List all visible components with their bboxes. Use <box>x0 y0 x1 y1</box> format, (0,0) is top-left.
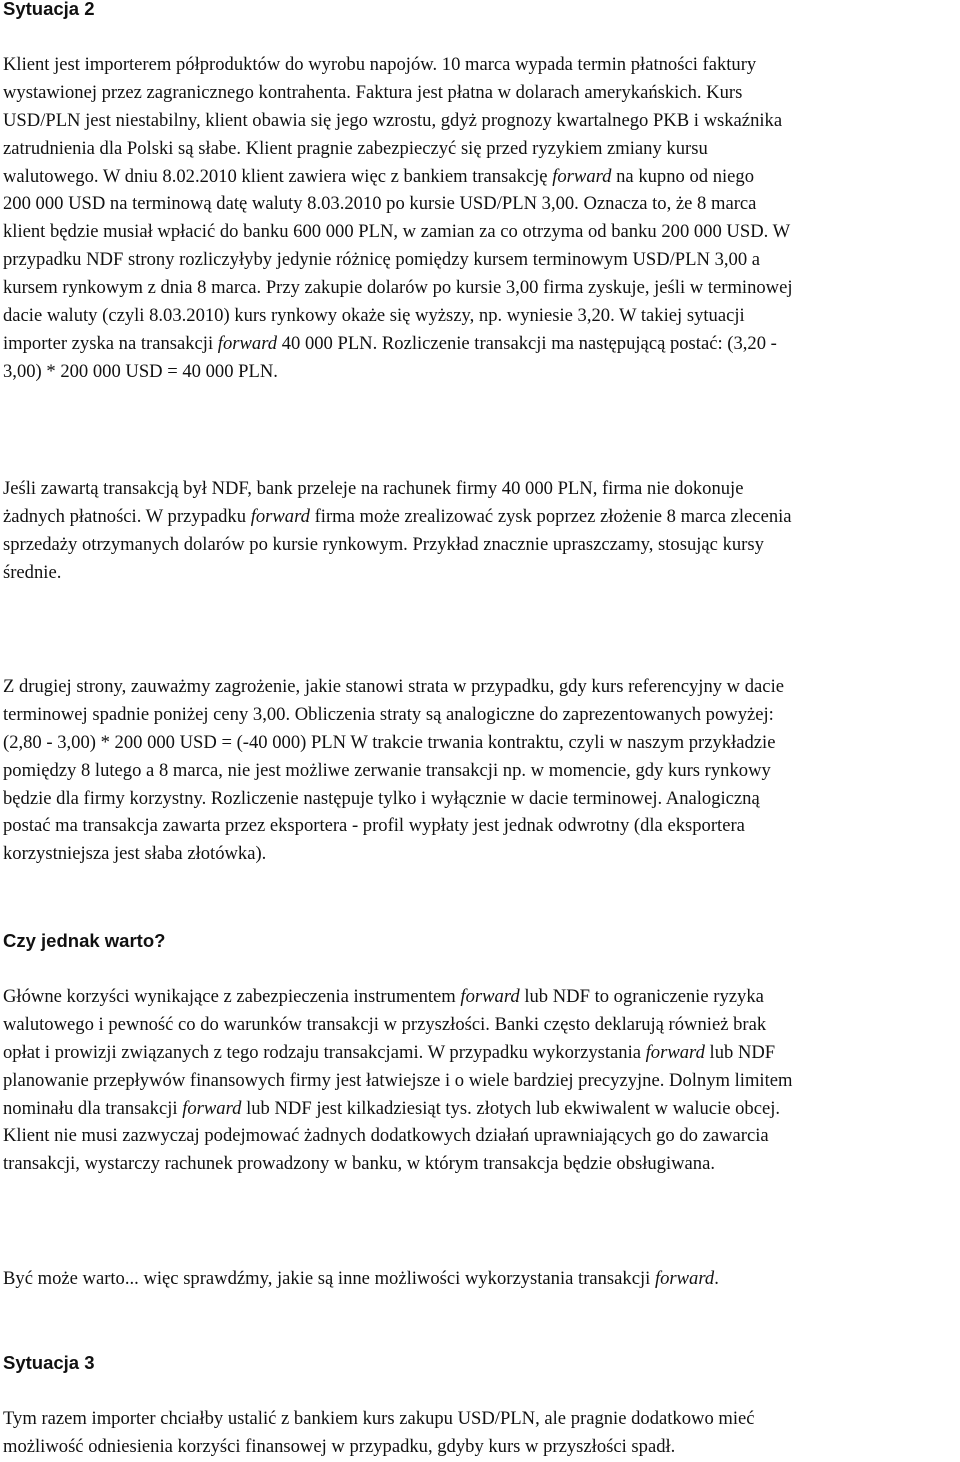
paragraph <box>3 983 955 1178</box>
text-run: lub NDF <box>704 1041 776 1063</box>
text-line <box>3 107 955 135</box>
section-heading-sytuacja-2 <box>3 0 955 21</box>
section-heading-sytuacja-3 <box>3 1351 955 1375</box>
text-line <box>3 1011 955 1039</box>
text-line <box>3 163 955 191</box>
heading-text: Sytuacja 3 <box>3 1352 95 1373</box>
text-run: 3,00) * 200 000 USD = 40 000 PLN. <box>3 360 278 382</box>
heading-text: Sytuacja 2 <box>3 0 95 19</box>
text-run: walutowego. W dniu 8.02.2010 klient zawiera więc z bankiem transakcję <box>3 165 553 187</box>
text-run: Jeśli zawartą transakcją był NDF, bank przeleje na rachunek firmy 40 000 PLN, firma nie dokonuje <box>3 478 744 499</box>
text-line <box>3 135 955 163</box>
text-run: zatrudnienia dla Polski są słabe. Klient pragnie zabezpieczyć się przed ryzykiem zmiany kursu <box>3 137 708 159</box>
text-run: lub NDF to ograniczenie ryzyka <box>519 986 764 1007</box>
text-line <box>3 246 955 274</box>
text-run: żadnych płatności. W przypadku <box>3 505 251 527</box>
text-line <box>3 559 955 587</box>
italic-term: forward <box>645 1041 705 1063</box>
text-line <box>3 983 955 1011</box>
text-run: dacie waluty (czyli 8.03.2010) kurs rynkowy okaże się wyższy, np. wyniesie 3,20. W takiej sytuacji <box>3 305 745 327</box>
text-run: będzie dla firmy korzystny. Rozliczenie następuje tylko i wyłącznie w dacie terminowej. Analogiczną <box>3 787 760 809</box>
text-line <box>3 358 955 386</box>
paragraph <box>3 673 955 868</box>
paragraph <box>3 475 955 587</box>
text-run: lub NDF jest kilkadziesiąt tys. złotych lub ekwiwalent w walucie obcej. <box>241 1097 781 1119</box>
text-run: Tym razem importer chciałby ustalić z bankiem kurs zakupu USD/PLN, ale pragnie dodatkowo mieć <box>3 1408 755 1429</box>
text-line <box>3 1039 955 1067</box>
paragraph <box>3 1405 955 1461</box>
text-run: firma może zrealizować zysk poprzez złożenie 8 marca zlecenia <box>309 505 792 527</box>
italic-term: forward <box>654 1268 715 1289</box>
text-line <box>3 1433 955 1461</box>
text-run: wystawionej przez zagranicznego kontrahenta. Faktura jest płatna w dolarach amerykańskich. Kurs <box>3 81 743 103</box>
italic-term: forward <box>182 1097 242 1119</box>
text-line <box>3 1150 955 1178</box>
section-heading-czy-jednak-warto <box>3 929 955 953</box>
text-line <box>3 1122 955 1150</box>
text-run: średnie. <box>3 561 62 583</box>
italic-term: forward <box>217 332 278 354</box>
text-line <box>3 729 955 757</box>
text-line <box>3 330 955 358</box>
text-run: walutowego i pewność co do warunków transakcji w przyszłości. Banki często deklarują również brak <box>3 1013 767 1035</box>
text-run: Klient jest importerem półproduktów do wyrobu napojów. 10 marca wypada termin płatności faktury <box>3 54 757 75</box>
text-line <box>3 701 955 729</box>
text-run: 200 000 USD na terminową datę waluty 8.03.2010 po kursie USD/PLN 3,00. Oznacza to, że 8 marca <box>3 193 757 215</box>
text-run: Z drugiej strony, zauważmy zagrożenie, jakie stanowi strata w przypadku, gdy kurs referencyjny w dacie <box>3 676 784 697</box>
text-line <box>3 673 955 701</box>
text-run: Klient nie musi zazwyczaj podejmować żadnych dodatkowych działań uprawniających go do zawarcia <box>3 1125 769 1147</box>
text-run: przypadku NDF strony rozliczyłyby jedynie różnicę pomiędzy kursem terminowym USD/PLN 3,00 a <box>3 249 761 271</box>
text-line <box>3 785 955 813</box>
text-line <box>3 531 955 559</box>
paragraph <box>3 1265 955 1293</box>
text-run: na kupno od niego <box>611 165 754 187</box>
text-line <box>3 840 955 868</box>
text-run: (2,80 - 3,00) * 200 000 USD = (-40 000) PLN W trakcie trwania kontraktu, czyli w naszym przykładzie <box>3 731 776 753</box>
text-line <box>3 302 955 330</box>
italic-term: forward <box>460 986 520 1007</box>
text-run: sprzedaży otrzymanych dolarów po kursie rynkowym. Przykład znacznie upraszczamy, stosując kursy <box>3 533 764 555</box>
text-run: Być może warto... więc sprawdźmy, jakie są inne możliwości wykorzystania transakcji <box>3 1268 655 1289</box>
heading-text: Czy jednak warto? <box>3 930 166 951</box>
text-run: klient będzie musiał wpłacić do banku 600 000 PLN, w zamian za co otrzyma od banku 200 000 USD. W <box>3 221 791 243</box>
text-line <box>3 757 955 785</box>
text-run: . <box>714 1268 719 1289</box>
text-run: 40 000 PLN. Rozliczenie transakcji ma następującą postać: (3,20 - <box>277 332 777 354</box>
text-line <box>3 1265 955 1293</box>
text-run: planowanie przepływów finansowych firmy jest łatwiejsze i o wiele bardziej precyzyjne. Dolnym limitem <box>3 1069 793 1091</box>
text-run: nominału dla transakcji <box>3 1097 183 1119</box>
text-line <box>3 1095 955 1123</box>
text-line <box>3 79 955 107</box>
text-run: Główne korzyści wynikające z zabezpieczenia instrumentem <box>3 986 461 1007</box>
text-line <box>3 190 955 218</box>
text-run: transakcji, wystarczy rachunek prowadzony w banku, w którym transakcja będzie obsługiwana. <box>3 1153 716 1175</box>
text-line <box>3 812 955 840</box>
text-line <box>3 475 955 503</box>
text-line <box>3 1067 955 1095</box>
text-line <box>3 51 955 79</box>
text-run: postać ma transakcja zawarta przez eksportera - profil wypłaty jest jednak odwrotny (dla eksportera <box>3 815 745 837</box>
text-run: importer zyska na transakcji <box>3 332 218 354</box>
text-run: możliwość odniesienia korzyści finansowej w przypadku, gdyby kurs w przyszłości spadł. <box>3 1435 676 1457</box>
italic-term: forward <box>552 165 612 187</box>
text-line <box>3 1405 955 1433</box>
text-run: korzystniejsza jest słaba złotówka). <box>3 843 267 865</box>
text-line <box>3 218 955 246</box>
text-run: terminowej spadnie poniżej ceny 3,00. Obliczenia straty są analogiczne do zaprezentowanych powyżej: <box>3 703 774 725</box>
text-run: pomiędzy 8 lutego a 8 marca, nie jest możliwe zerwanie transakcji np. w momencie, gdy kurs rynkowy <box>3 759 771 781</box>
text-run: opłat i prowizji związanych z tego rodzaju transakcjami. W przypadku wykorzystania <box>3 1041 646 1063</box>
italic-term: forward <box>250 505 310 527</box>
paragraph <box>3 51 955 386</box>
text-line <box>3 274 955 302</box>
text-run: USD/PLN jest niestabilny, klient obawia się jego wzrostu, gdyż prognozy kwartalnego PKB i wskaźnika <box>3 109 783 131</box>
text-run: kursem rynkowym z dnia 8 marca. Przy zakupie dolarów po kursie 3,00 firma zyskuje, jeśli w terminowej <box>3 277 793 299</box>
text-line <box>3 503 955 531</box>
